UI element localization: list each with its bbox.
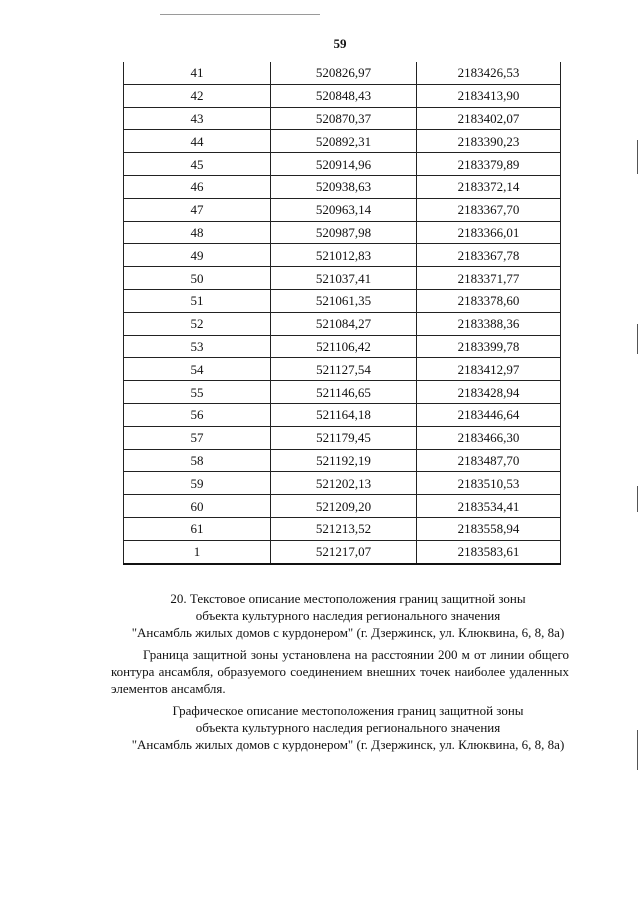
top-scan-line bbox=[160, 14, 320, 15]
y-coordinate-cell: 2183367,78 bbox=[417, 244, 561, 267]
point-number-cell: 61 bbox=[124, 517, 271, 540]
y-coordinate-cell: 2183399,78 bbox=[417, 335, 561, 358]
table-row bbox=[124, 426, 561, 449]
scan-edge-mark bbox=[637, 140, 638, 174]
table-row bbox=[124, 244, 561, 267]
x-coordinate-cell: 520914,96 bbox=[271, 153, 417, 176]
scan-edge-mark bbox=[637, 324, 638, 354]
y-coordinate-cell: 2183378,60 bbox=[417, 289, 561, 312]
section-20-heading-line-3: "Ансамбль жилых домов с курдонером" (г. Дзержинск, ул. Клюквина, 6, 8, 8а) bbox=[131, 625, 565, 640]
y-coordinate-cell: 2183367,70 bbox=[417, 198, 561, 221]
section-20-heading bbox=[90, 590, 606, 641]
x-coordinate-cell: 521106,42 bbox=[271, 335, 417, 358]
table-row bbox=[124, 221, 561, 244]
point-number-cell: 55 bbox=[124, 381, 271, 404]
y-coordinate-cell: 2183426,53 bbox=[417, 62, 561, 84]
y-coordinate-cell: 2183558,94 bbox=[417, 517, 561, 540]
x-coordinate-cell: 521012,83 bbox=[271, 244, 417, 267]
table-row bbox=[124, 62, 561, 84]
table-row bbox=[124, 84, 561, 107]
x-coordinate-cell: 520870,37 bbox=[271, 107, 417, 130]
graphic-heading-line-1: Графическое описание местоположения границ защитной зоны bbox=[172, 703, 524, 718]
y-coordinate-cell: 2183446,64 bbox=[417, 403, 561, 426]
x-coordinate-cell: 520987,98 bbox=[271, 221, 417, 244]
y-coordinate-cell: 2183510,53 bbox=[417, 472, 561, 495]
table-row bbox=[124, 289, 561, 312]
y-coordinate-cell: 2183487,70 bbox=[417, 449, 561, 472]
y-coordinate-cell: 2183428,94 bbox=[417, 381, 561, 404]
x-coordinate-cell: 521037,41 bbox=[271, 267, 417, 290]
graphic-description-heading bbox=[90, 702, 606, 753]
scan-edge-mark bbox=[637, 730, 638, 770]
point-number-cell: 45 bbox=[124, 153, 271, 176]
y-coordinate-cell: 2183390,23 bbox=[417, 130, 561, 153]
y-coordinate-cell: 2183388,36 bbox=[417, 312, 561, 335]
scan-edge-mark bbox=[637, 486, 638, 512]
x-coordinate-cell: 520848,43 bbox=[271, 84, 417, 107]
y-coordinate-cell: 2183583,61 bbox=[417, 540, 561, 563]
point-number-cell: 49 bbox=[124, 244, 271, 267]
x-coordinate-cell: 520938,63 bbox=[271, 175, 417, 198]
table-row bbox=[124, 153, 561, 176]
point-number-cell: 48 bbox=[124, 221, 271, 244]
point-number-cell: 57 bbox=[124, 426, 271, 449]
point-number-cell: 59 bbox=[124, 472, 271, 495]
table-row bbox=[124, 107, 561, 130]
x-coordinate-cell: 520963,14 bbox=[271, 198, 417, 221]
table-row bbox=[124, 267, 561, 290]
x-coordinate-cell: 521202,13 bbox=[271, 472, 417, 495]
graphic-heading-line-2: объекта культурного наследия регионального значения bbox=[195, 720, 501, 735]
x-coordinate-cell: 521061,35 bbox=[271, 289, 417, 312]
section-20-heading-line-2: объекта культурного наследия регионального значения bbox=[195, 608, 501, 623]
point-number-cell: 56 bbox=[124, 403, 271, 426]
table-row bbox=[124, 472, 561, 495]
point-number-cell: 52 bbox=[124, 312, 271, 335]
table-row bbox=[124, 403, 561, 426]
x-coordinate-cell: 520826,97 bbox=[271, 62, 417, 84]
table-row bbox=[124, 358, 561, 381]
boundary-paragraph: Граница защитной зоны установлена на расстоянии 200 м от линии общего контура ансамбля, образуемого соединением внешних точек наиболее удаленных элементов ансамбля. bbox=[111, 647, 569, 696]
graphic-heading-line-3: "Ансамбль жилых домов с курдонером" (г. Дзержинск, ул. Клюквина, 6, 8, 8а) bbox=[131, 737, 565, 752]
y-coordinate-cell: 2183534,41 bbox=[417, 495, 561, 518]
y-coordinate-cell: 2183413,90 bbox=[417, 84, 561, 107]
section-20-heading-line-1: 20. Текстовое описание местоположения границ защитной зоны bbox=[170, 591, 526, 606]
table-row bbox=[124, 517, 561, 540]
point-number-cell: 43 bbox=[124, 107, 271, 130]
table-row bbox=[124, 449, 561, 472]
point-number-cell: 54 bbox=[124, 358, 271, 381]
page-number: 59 bbox=[333, 36, 347, 51]
table-row bbox=[124, 198, 561, 221]
x-coordinate-cell: 521179,45 bbox=[271, 426, 417, 449]
x-coordinate-cell: 520892,31 bbox=[271, 130, 417, 153]
point-number-cell: 50 bbox=[124, 267, 271, 290]
x-coordinate-cell: 521127,54 bbox=[271, 358, 417, 381]
point-number-cell: 44 bbox=[124, 130, 271, 153]
table-row bbox=[124, 312, 561, 335]
table-row bbox=[124, 130, 561, 153]
point-number-cell: 60 bbox=[124, 495, 271, 518]
point-number-cell: 47 bbox=[124, 198, 271, 221]
y-coordinate-cell: 2183379,89 bbox=[417, 153, 561, 176]
table-row bbox=[124, 540, 561, 563]
y-coordinate-cell: 2183371,77 bbox=[417, 267, 561, 290]
point-number-cell: 46 bbox=[124, 175, 271, 198]
point-number-cell: 42 bbox=[124, 84, 271, 107]
x-coordinate-cell: 521146,65 bbox=[271, 381, 417, 404]
x-coordinate-cell: 521217,07 bbox=[271, 540, 417, 563]
y-coordinate-cell: 2183412,97 bbox=[417, 358, 561, 381]
table-row bbox=[124, 335, 561, 358]
table-row bbox=[124, 495, 561, 518]
y-coordinate-cell: 2183402,07 bbox=[417, 107, 561, 130]
y-coordinate-cell: 2183366,01 bbox=[417, 221, 561, 244]
x-coordinate-cell: 521213,52 bbox=[271, 517, 417, 540]
x-coordinate-cell: 521192,19 bbox=[271, 449, 417, 472]
table-row bbox=[124, 381, 561, 404]
point-number-cell: 1 bbox=[124, 540, 271, 563]
coordinates-table bbox=[123, 62, 561, 565]
table-row bbox=[124, 175, 561, 198]
x-coordinate-cell: 521164,18 bbox=[271, 403, 417, 426]
coordinates-table-body bbox=[124, 62, 561, 564]
point-number-cell: 41 bbox=[124, 62, 271, 84]
y-coordinate-cell: 2183466,30 bbox=[417, 426, 561, 449]
point-number-cell: 51 bbox=[124, 289, 271, 312]
x-coordinate-cell: 521209,20 bbox=[271, 495, 417, 518]
point-number-cell: 58 bbox=[124, 449, 271, 472]
x-coordinate-cell: 521084,27 bbox=[271, 312, 417, 335]
y-coordinate-cell: 2183372,14 bbox=[417, 175, 561, 198]
point-number-cell: 53 bbox=[124, 335, 271, 358]
